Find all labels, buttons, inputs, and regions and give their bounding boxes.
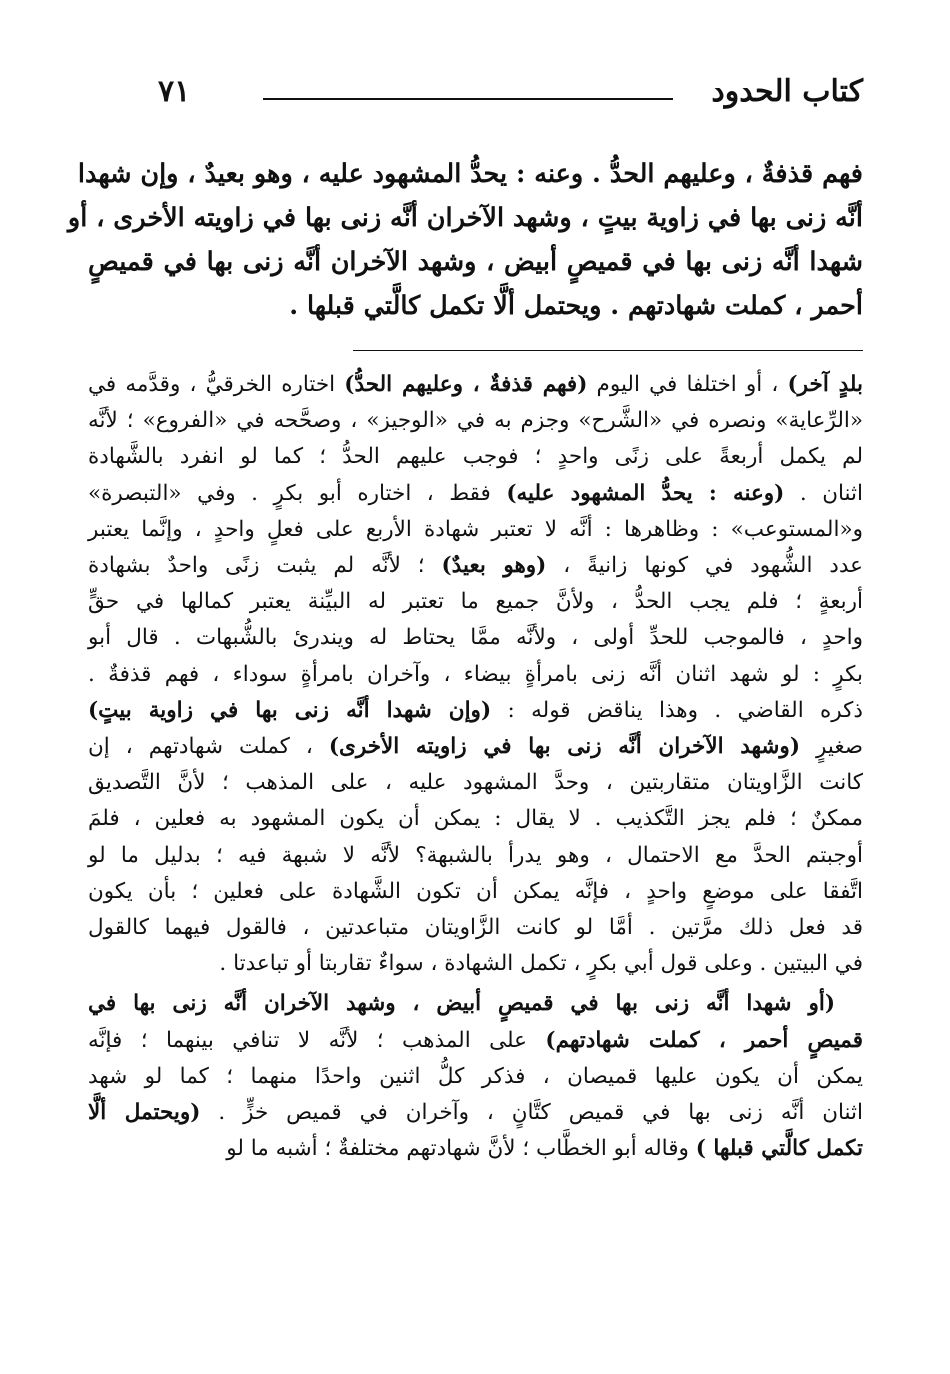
commentary-segment: بكرٍ : لو شهد اثنان أنَّه زنى بامرأةٍ بيضاء ، وآخران بامرأةٍ سوداء ، فهم قذفةٌ . [88,661,863,687]
commentary-segment: ذكره القاضي . وهذا يناقض قوله : [491,697,863,723]
commentary-line [88,801,863,837]
commentary-line [88,1095,863,1131]
commentary-line [88,1059,863,1095]
commentary-segment: فقط ، اختاره أبو بكرٍ . وفي «التبصرة» [88,480,507,506]
commentary-segment: ، كملت شهادتهم ، إن [88,734,329,760]
commentary-segment: و«المستوعب» : وظاهرها : أنَّه لا تعتبر شهادة الأربع على فعلٍ واحدٍ ، وإنَّما يعتبر [88,516,863,542]
commentary-line [88,512,863,548]
commentary-segment: كانت الزَّاويتان متقاربتين ، وحدَّ المشهود عليه ، على المذهب ؛ لأنَّ التَّصديق [88,770,863,796]
commentary-segment: أربعةٍ ؛ فلم يجب الحدُّ ، ولأنَّ جميع ما تعتبر له البيِّنة يعتبر كمالها في حقٍّ [88,589,863,615]
commentary-line [88,439,863,475]
matn-line: أحمر ، كملت شهادتهم . ويحتمل ألَّا تكمل كالَّتي قبلها . [289,291,863,321]
quoted-matn-segment: تكمل كالَّتي قبلها ) [695,1136,863,1162]
commentary-segment: لم يكمل أربعةً على زنًى واحدٍ ؛ فوجب عليهم الحدُّ ؛ كما لو انفرد بالشَّهادة [88,444,863,470]
commentary-segment: ممكنٌ ؛ فلم يجز التَّكذيب . لا يقال : يمكن أن يكون المشهود به فعلين ، فلمَ [88,806,863,832]
footnote-divider [353,350,863,351]
commentary-line [88,765,863,801]
commentary-segment: عدد الشُّهود في كونها زانيةً ، [546,553,863,579]
commentary-segment: في البيتين . وعلى قول أبي بكرٍ ، تكمل الشهادة ، سواءٌ تقاربتا أو تباعدتا . [219,951,863,977]
quoted-matn-segment: (فهم قذفةٌ ، وعليهم الحدُّ) [344,372,588,397]
commentary-text [88,367,863,1167]
commentary-segment: وقاله أبو الخطَّاب ؛ لأنَّ شهادتهم مختلفةٌ ؛ أشبه ما لو [226,1136,696,1162]
commentary-line [88,946,863,982]
commentary-segment: اثنان أنَّه زنى بها في قميص كتَّانٍ ، وآخران في قميص خزٍّ . [200,1100,863,1126]
commentary-segment: ، أو اختلفا في اليوم [587,372,788,397]
commentary-segment: «الرِّعاية» ونصره في «الشَّرح» وجزم به في «الوجيز» ، وصحَّحه في «الفروع» ؛ لأنَّه [88,408,863,434]
commentary-segment: اختاره الخرقيُّ ، وقدَّمه في [88,372,345,397]
commentary-line [88,657,863,693]
matn-line: أنَّه زنى بها في زاوية بيتٍ ، وشهد الآخران أنَّه زنى بها في زاويته الأخرى ، أو [67,203,863,233]
page-header [88,70,863,120]
commentary-line [88,367,863,403]
commentary-segment: اتَّفقا على موضعٍ واحدٍ ، فإنَّه يمكن أن تكون الشَّهادة على فعلين ؛ بأن يكون [88,878,863,904]
header-rule [263,98,673,100]
quoted-matn-segment: (وهو بعيدٌ) [441,553,547,579]
commentary-line [88,620,863,656]
commentary-segment: اثنان . [784,480,863,506]
matn-text [67,152,863,328]
commentary-segment: صغيرٍ [800,734,863,760]
page-number: ٧١ [158,74,191,109]
commentary-line [88,584,863,620]
commentary-segment: يمكن أن يكون عليها قميصان ، فذكر كلُّ اثنين واحدًا منهما ؛ كما لو شهد [88,1063,863,1089]
commentary-line [88,1131,863,1167]
book-title: كتاب الحدود [711,74,863,109]
quoted-matn-segment: (وعنه : يحدُّ المشهود عليه) [506,480,785,506]
commentary-line [88,986,863,1022]
quoted-matn-segment: بلدٍ آخر) [787,372,863,397]
commentary-line [88,1023,863,1059]
commentary-line [88,693,863,729]
commentary-line [88,838,863,874]
commentary-segment: ؛ لأنَّه لم يثبت زنًى واحدٌ بشهادة [88,553,442,579]
matn-line: شهدا أنَّه زنى بها في قميصٍ أبيض ، وشهد الآخران أنَّه زنى بها في قميصٍ [88,247,863,277]
quoted-matn-segment: (ويحتمل ألَّا [88,1100,201,1126]
book-page [67,70,863,1167]
quoted-matn-segment: (وشهد الآخران أنَّه زنى بها في زاويته الأخرى) [328,734,800,760]
commentary-line [88,476,863,512]
commentary-segment: واحدٍ ، فالموجب للحدِّ أولى ، ولأنَّه ممَّا يحتاط له ويندرئ بالشُّبهات . قال أبو [88,625,863,651]
commentary-line [88,548,863,584]
quoted-matn-segment: (وإن شهدا أنَّه زنى بها في زاوية بيتٍ) [88,697,492,723]
commentary-segment: قد فعل ذلك مرَّتين . أمَّا لو كانت الزَّاويتان متباعدتين ، فالقول فيهما كالقول [88,915,863,941]
commentary-segment: على المذهب ؛ لأنَّه لا تنافي بينهما ؛ فإنَّه [88,1027,546,1053]
commentary-line [88,874,863,910]
quoted-matn-segment: قميصٍ أحمر ، كملت شهادتهم) [545,1027,863,1053]
commentary-segment: أوجبتم الحدَّ مع الاحتمال ، وهو يدرأ بالشبهة؟ لأنَّه لا شبهة فيه ؛ بدليل ما لو [88,842,863,868]
commentary-line [88,729,863,765]
commentary-line [88,403,863,439]
commentary-line [88,910,863,946]
quoted-matn-segment: (أو شهدا أنَّه زنى بها في قميصٍ أبيض ، وشهد الآخران أنَّه زنى بها في [88,991,835,1017]
matn-line: فهم قذفةٌ ، وعليهم الحدُّ . وعنه : يحدُّ المشهود عليه ، وهو بعيدٌ ، وإن شهدا [77,159,863,189]
